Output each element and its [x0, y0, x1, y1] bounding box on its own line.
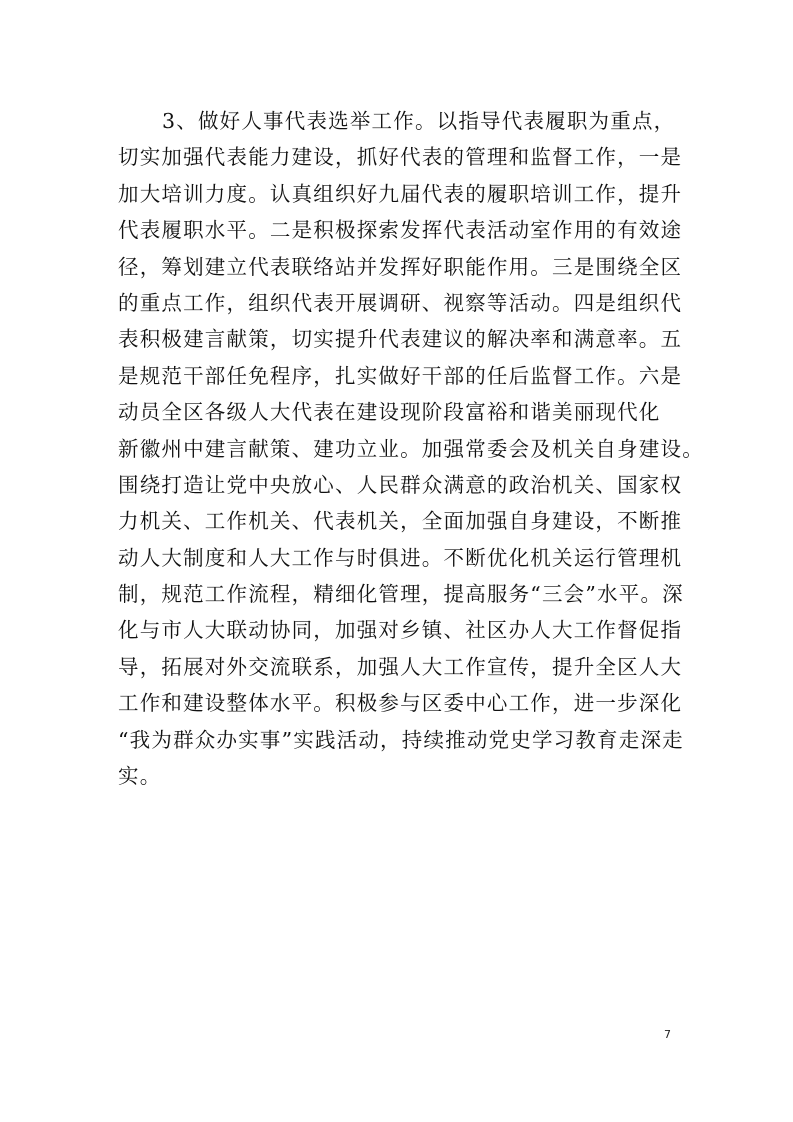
body-paragraph [118, 103, 704, 794]
paragraph-line: 动员全区各级人大代表在建设现阶段富裕和谐美丽现代化 [118, 400, 661, 425]
paragraph-line: 制，规范工作流程，精细化管理，提高服务“三会”水平。深 [118, 582, 684, 607]
paragraph-line: 3、做好人事代表选举工作。以指导代表履职为重点， [162, 109, 676, 133]
paragraph-line: 切实加强代表能力建设，抓好代表的管理和监督工作，一是 [118, 145, 683, 170]
paragraph-line: 围绕打造让党中央放心、人民群众满意的政治机关、国家权 [118, 472, 683, 497]
paragraph-line: 的重点工作，组织代表开展调研、视察等活动。四是组织代 [118, 290, 683, 315]
paragraph-line: 是规范干部任免程序，扎实做好干部的任后监督工作。六是 [118, 363, 683, 388]
paragraph-line: 实。 [118, 764, 162, 789]
paragraph-line: 径，筹划建立代表联络站并发挥好职能作用。三是围绕全区 [118, 254, 683, 279]
paragraph-line: 化与市人大联动协同，加强对乡镇、社区办人大工作督促指 [118, 618, 683, 643]
paragraph-line: 加大培训力度。认真组织好九届代表的履职培训工作，提升 [118, 181, 683, 206]
page-number: 7 [664, 1028, 671, 1041]
paragraph-line: 工作和建设整体水平。积极参与区委中心工作，进一步深化 [118, 691, 683, 716]
paragraph-line: 表积极建言献策，切实提升代表建议的解决率和满意率。五 [118, 327, 683, 352]
paragraph-line: 动人大制度和人大工作与时俱进。不断优化机关运行管理机 [118, 545, 683, 570]
paragraph-line: 导，拓展对外交流联系，加强人大工作宣传，提升全区人大 [118, 654, 683, 679]
paragraph-line: 代表履职水平。二是积极探索发挥代表活动室作用的有效途 [118, 218, 683, 243]
paragraph-line: 力机关、工作机关、代表机关，全面加强自身建设，不断推 [118, 509, 683, 534]
paragraph-line: “我为群众办实事”实践活动，持续推动党史学习教育走深走 [118, 727, 684, 752]
paragraph-line: 新徽州中建言献策、建功立业。加强常委会及机关自身建设。 [118, 436, 704, 461]
